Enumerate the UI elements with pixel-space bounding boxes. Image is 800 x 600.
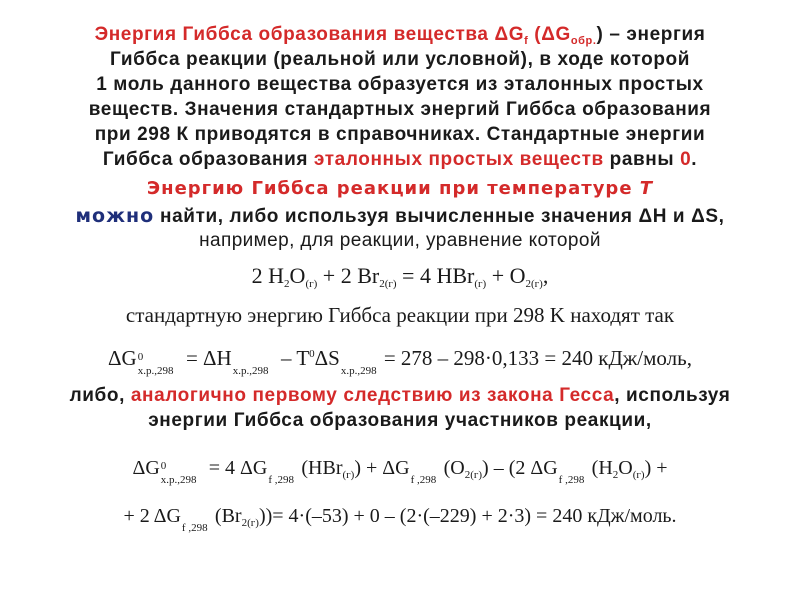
paragraph3-line1	[0, 384, 800, 408]
line6-lead: Гиббса образования	[102, 149, 314, 170]
formula-sub: f ,298	[410, 474, 437, 487]
formula-sub: (г)	[632, 469, 645, 481]
formula-part: + 2 ΔG	[123, 505, 181, 527]
formula-part: (O	[443, 457, 465, 479]
formula-part: ΔG	[132, 457, 160, 479]
formula-part: = 4 ΔG	[203, 457, 268, 479]
formula-part: = 278 – 298·0,133 = 240 кДж/моль,	[383, 346, 692, 370]
paragraph2-line2	[0, 204, 800, 229]
reaction-equation	[0, 264, 800, 296]
formula-sub: 2(г)	[464, 469, 483, 481]
formula-part: O	[618, 457, 633, 479]
text-after-reaction: стандартную энергию Гиббса реакции при 298 K находят так	[125, 303, 675, 327]
reaction-part: 2 H	[251, 263, 285, 288]
paragraph1-line4: веществ. Значения стандартных энергий Гиббса образования	[88, 99, 712, 120]
formula-sup: 0	[137, 351, 144, 364]
formula-sub: f ,298	[268, 474, 295, 487]
formula-sub: f ,298	[558, 474, 585, 487]
paragraph3-line2: энергии Гиббса образования участников реакции,	[148, 410, 652, 431]
line6-mid: равны	[603, 149, 681, 170]
line-tail: , используя	[614, 385, 731, 406]
paragraph1-line6	[0, 148, 800, 172]
can-word: можно	[75, 205, 155, 227]
formula-sub: х.р.,298	[160, 474, 197, 487]
formula-part: ΔS	[314, 346, 340, 370]
formula-part: – T	[275, 346, 310, 370]
paragraph1-line5: при 298 К приводятся в справочниках. Стандартные энергии	[94, 124, 706, 145]
paragraph1-line2: Гиббса реакции (реальной или условной), в ходе которой	[109, 49, 691, 70]
formula-part: ) + ΔG	[354, 457, 410, 479]
line6-tail: .	[691, 149, 698, 170]
formula-sup: 0	[160, 460, 167, 473]
line2-tail: найти, либо используя вычисленные значения ΔH и ΔS,	[154, 206, 725, 227]
formula-sub: 2(г)	[241, 517, 259, 529]
line6-highlight: эталонных простых веществ	[313, 149, 604, 170]
reaction-part: + O	[486, 263, 526, 288]
formula-sub: х.р.,298	[137, 365, 174, 378]
reaction-part: ,	[542, 263, 549, 288]
line6-zero: 0	[680, 149, 692, 170]
subscript-obr: обр.	[570, 35, 597, 47]
reaction-part: + 2 Br	[317, 263, 380, 288]
paragraph2-line1	[0, 177, 800, 201]
reaction-energy-heading: Энергию Гиббса реакции при температуре	[146, 178, 640, 199]
formula-2-line2	[0, 504, 800, 535]
definition-tail: ) – энергия	[596, 24, 706, 45]
formula-sub: f ,298	[181, 522, 208, 535]
hess-law-reference: аналогично первому следствию из закона Гесса	[130, 385, 615, 406]
reaction-part: = 4 HBr	[396, 263, 475, 288]
line-lead: либо,	[69, 385, 131, 406]
reaction-sub: 2	[284, 278, 290, 290]
formula-part: ) – (2 ΔG	[482, 457, 558, 479]
formula-part: (Br	[214, 505, 242, 527]
reaction-sub: 2(г)	[525, 278, 543, 290]
reaction-sub: 2(г)	[379, 278, 397, 290]
subscript-f: f	[524, 35, 529, 47]
definition-mid: (ΔG	[528, 24, 571, 45]
formula-sub: (г)	[342, 469, 355, 481]
formula-part: ))= 4·(–53) + 0 – (2·(–229) + 2·3) = 240 кДж/моль.	[258, 505, 677, 527]
reaction-part: O	[289, 263, 306, 288]
formula-part: = ΔH	[180, 346, 232, 370]
formula-1	[0, 342, 800, 378]
paragraph2-line3: например, для реакции, уравнение которой	[199, 230, 601, 251]
reaction-sub: (г)	[474, 278, 487, 290]
formula-sup: 0	[309, 348, 315, 360]
formula-2-line1	[0, 456, 800, 487]
temperature-symbol: T	[639, 178, 654, 199]
formula-part: ) +	[644, 457, 668, 479]
formula-part: (HBr	[301, 457, 343, 479]
formula-part: ΔG	[108, 346, 137, 370]
formula-sub: х.р.,298	[340, 365, 377, 378]
definition-lead: Энергия Гиббса образования вещества ΔG	[94, 24, 525, 45]
formula-part: (H	[591, 457, 613, 479]
formula-sub: х.р.,298	[232, 365, 269, 378]
paragraph1-line3: 1 моль данного вещества образуется из эталонных простых	[96, 74, 704, 95]
reaction-sub: (г)	[305, 278, 318, 290]
formula-sub: 2	[612, 469, 619, 481]
